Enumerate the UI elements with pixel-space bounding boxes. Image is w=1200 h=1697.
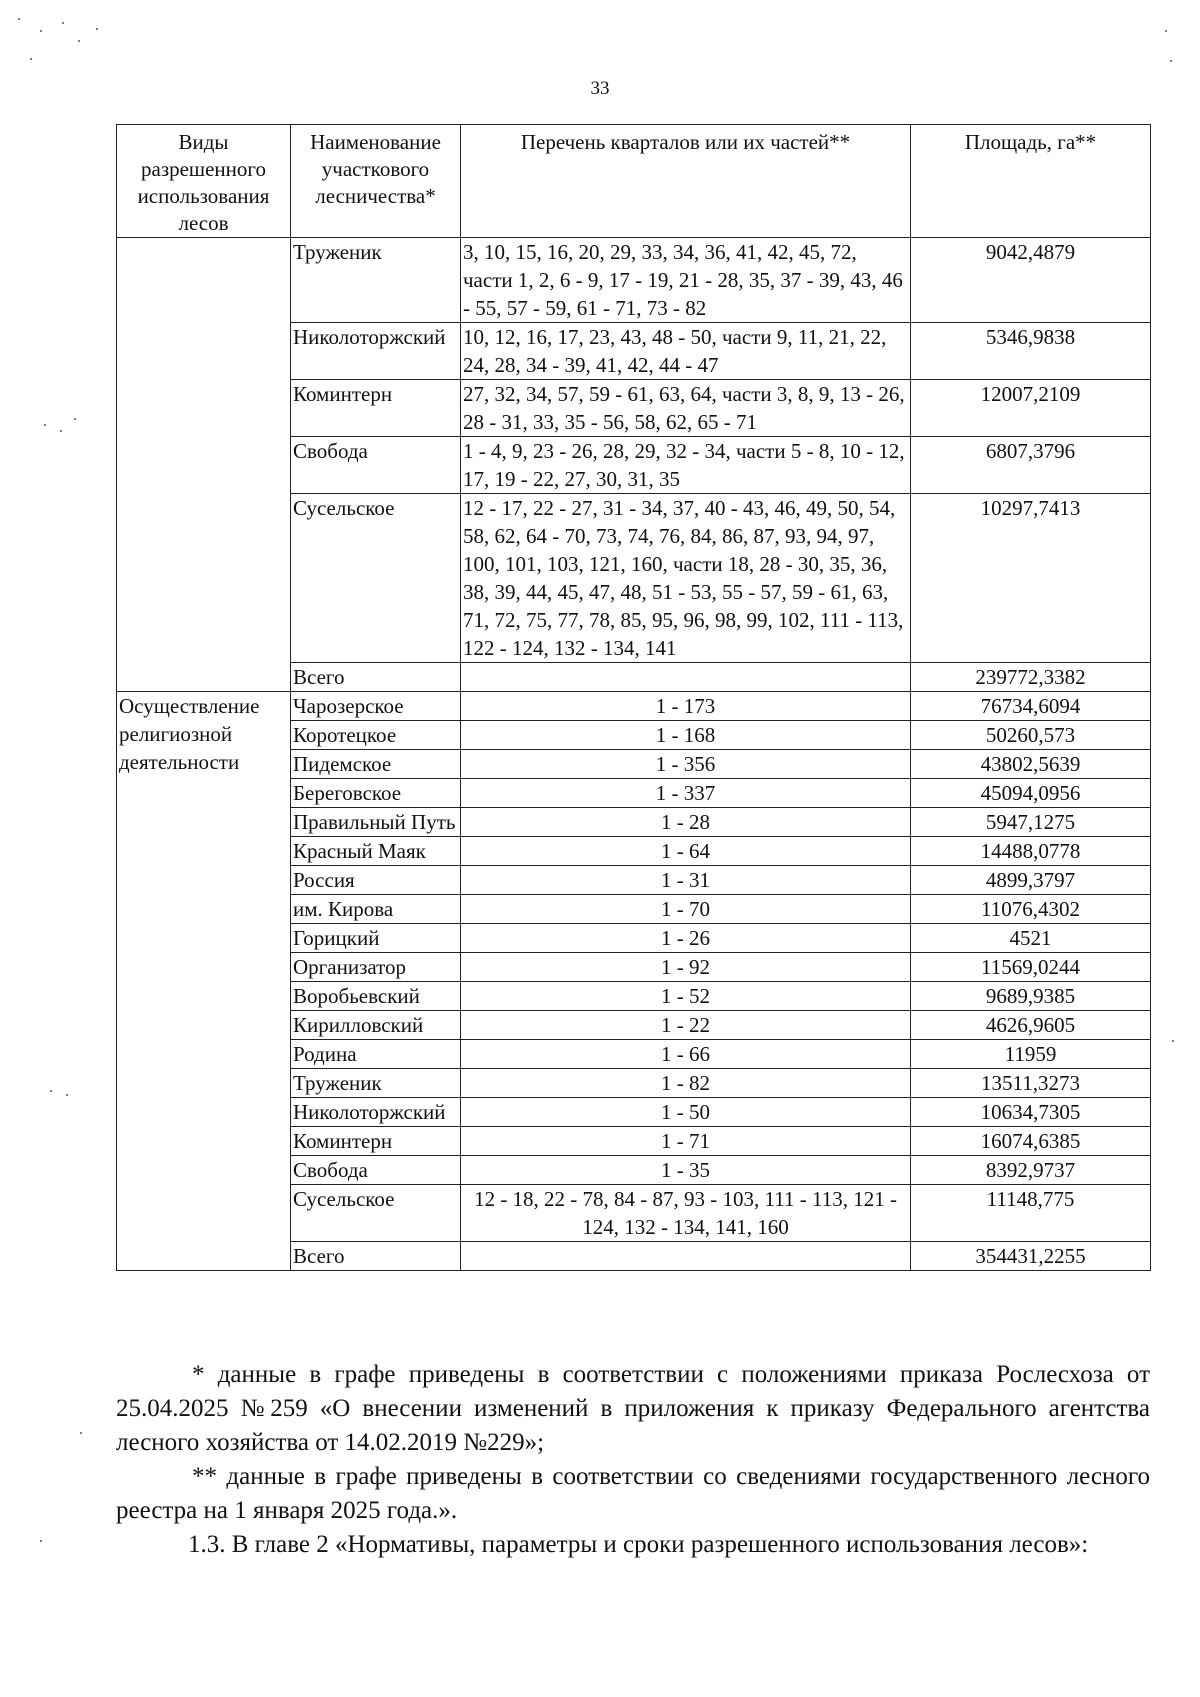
quarters-list: 1 - 337	[461, 779, 911, 808]
area-value: 50260,573	[911, 721, 1151, 750]
area-value: 76734,6094	[911, 692, 1151, 721]
area-value: 9689,9385	[911, 982, 1151, 1011]
forestry-name: Россия	[291, 866, 461, 895]
quarters-list: 27, 32, 34, 57, 59 - 61, 63, 64, части 3, 8, 9, 13 - 26, 28 - 31, 33, 35 - 56, 58, 62, 65 - 71	[461, 380, 911, 437]
header-forestry: Наименование участкового лесничества*	[291, 125, 461, 238]
quarters-list: 10, 12, 16, 17, 23, 43, 48 - 50, части 9, 11, 21, 22, 24, 28, 34 - 39, 41, 42, 44 - 47	[461, 323, 911, 380]
area-value: 5947,1275	[911, 808, 1151, 837]
quarters-list: 1 - 52	[461, 982, 911, 1011]
area-value: 12007,2109	[911, 380, 1151, 437]
forestry-name: Труженик	[291, 238, 461, 323]
total-quarters-empty	[461, 1242, 911, 1271]
quarters-list: 1 - 35	[461, 1156, 911, 1185]
area-value: 10297,7413	[911, 494, 1151, 663]
forestry-name: Николоторжский	[291, 323, 461, 380]
area-value: 8392,9737	[911, 1156, 1151, 1185]
area-value: 4521	[911, 924, 1151, 953]
forestry-name: Правильный Путь	[291, 808, 461, 837]
area-value: 10634,7305	[911, 1098, 1151, 1127]
table-row	[117, 692, 1151, 721]
area-value: 9042,4879	[911, 238, 1151, 323]
area-value: 11959	[911, 1040, 1151, 1069]
quarters-list: 1 - 356	[461, 750, 911, 779]
area-value: 6807,3796	[911, 437, 1151, 494]
area-value: 43802,5639	[911, 750, 1151, 779]
quarters-list: 1 - 71	[461, 1127, 911, 1156]
section-1-3-paragraph: 1.3. В главе 2 «Нормативы, параметры и сроки разрешенного использования лесов»:	[188, 1531, 1089, 1558]
forestry-name: Коминтерн	[291, 380, 461, 437]
forestry-name: Свобода	[291, 1156, 461, 1185]
header-quarters: Перечень кварталов или их частей**	[461, 125, 911, 238]
quarters-list: 1 - 50	[461, 1098, 911, 1127]
quarters-list: 3, 10, 15, 16, 20, 29, 33, 34, 36, 41, 42, 45, 72, части 1, 2, 6 - 9, 17 - 19, 21 - 28, 35, 37 - 39, 43, 46 - 55, 57 - 59, 61 - 71, 73 - 82	[461, 238, 911, 323]
table-row	[117, 238, 1151, 323]
forestry-name: Воробьевский	[291, 982, 461, 1011]
header-use: Виды разрешенного использования лесов	[117, 125, 291, 238]
forestry-name: Пидемское	[291, 750, 461, 779]
total-label: Всего	[291, 1242, 461, 1271]
forestry-name: Родина	[291, 1040, 461, 1069]
quarters-list: 1 - 173	[461, 692, 911, 721]
quarters-list: 1 - 26	[461, 924, 911, 953]
page-number: 33	[590, 78, 610, 99]
area-value: 45094,0956	[911, 779, 1151, 808]
forestry-name: Сусельское	[291, 1185, 461, 1242]
area-value: 13511,3273	[911, 1069, 1151, 1098]
forest-use-table	[116, 124, 1151, 1271]
quarters-list: 12 - 18, 22 - 78, 84 - 87, 93 - 103, 111 - 113, 121 - 124, 132 - 134, 141, 160	[461, 1185, 911, 1242]
header-area: Площадь, га**	[911, 125, 1151, 238]
forestry-name: Коротецкое	[291, 721, 461, 750]
area-value: 11569,0244	[911, 953, 1151, 982]
quarters-list: 12 - 17, 22 - 27, 31 - 34, 37, 40 - 43, 46, 49, 50, 54, 58, 62, 64 - 70, 73, 74, 76, 84, 86, 87, 93, 94, 97, 100, 101, 103, 121, 160, части 18, 28 - 30, 35, 36, 38, 39, 44, 45, 47, 48, 51 - 53, 55 - 57, 59 - 61, 63, 71, 72, 75, 77, 78, 85, 95, 96, 98, 99, 102, 111 - 113, 122 - 124, 132 - 134, 141	[461, 494, 911, 663]
total-label: Всего	[291, 663, 461, 692]
forestry-name: Горицкий	[291, 924, 461, 953]
quarters-list: 1 - 64	[461, 837, 911, 866]
area-value: 11148,775	[911, 1185, 1151, 1242]
forestry-name: Сусельское	[291, 494, 461, 663]
quarters-list: 1 - 70	[461, 895, 911, 924]
quarters-list: 1 - 92	[461, 953, 911, 982]
total-area-value: 354431,2255	[911, 1242, 1151, 1271]
footnote-forestry-source: * данные в графе приведены в соответствии с положениями приказа Рослесхоза от 25.04.2025 №259 «О внесении изменений в приложения к приказу Федерального агентства лесного хозяйства от 14.02.2019 №229»;	[116, 1361, 1150, 1456]
forestry-name: Коминтерн	[291, 1127, 461, 1156]
table-body	[117, 238, 1151, 1271]
total-quarters-empty	[461, 663, 911, 692]
forestry-name: Труженик	[291, 1069, 461, 1098]
area-value: 16074,6385	[911, 1127, 1151, 1156]
quarters-list: 1 - 28	[461, 808, 911, 837]
forestry-name: Организатор	[291, 953, 461, 982]
forestry-name: им. Кирова	[291, 895, 461, 924]
footnotes	[116, 1358, 1150, 1562]
quarters-list: 1 - 168	[461, 721, 911, 750]
quarters-list: 1 - 31	[461, 866, 911, 895]
area-value: 5346,9838	[911, 323, 1151, 380]
area-value: 14488,0778	[911, 837, 1151, 866]
forestry-name: Красный Маяк	[291, 837, 461, 866]
footnote-registry-source: ** данные в графе приведены в соответствии со сведениями государственного лесного реестра на 1 января 2025 года.».	[116, 1463, 1150, 1524]
quarters-list: 1 - 22	[461, 1011, 911, 1040]
use-type-cell	[117, 238, 291, 692]
table-header-row	[117, 125, 1151, 238]
total-area-value: 239772,3382	[911, 663, 1151, 692]
forestry-name: Кирилловский	[291, 1011, 461, 1040]
area-value: 11076,4302	[911, 895, 1151, 924]
forestry-name: Николоторжский	[291, 1098, 461, 1127]
quarters-list: 1 - 4, 9, 23 - 26, 28, 29, 32 - 34, части 5 - 8, 10 - 12, 17, 19 - 22, 27, 30, 31, 35	[461, 437, 911, 494]
quarters-list: 1 - 66	[461, 1040, 911, 1069]
area-value: 4899,3797	[911, 866, 1151, 895]
quarters-list: 1 - 82	[461, 1069, 911, 1098]
area-value: 4626,9605	[911, 1011, 1151, 1040]
forestry-name: Береговское	[291, 779, 461, 808]
use-type-cell: Осуществление религиозной деятельности	[117, 692, 291, 1271]
forestry-name: Чарозерское	[291, 692, 461, 721]
forestry-name: Свобода	[291, 437, 461, 494]
